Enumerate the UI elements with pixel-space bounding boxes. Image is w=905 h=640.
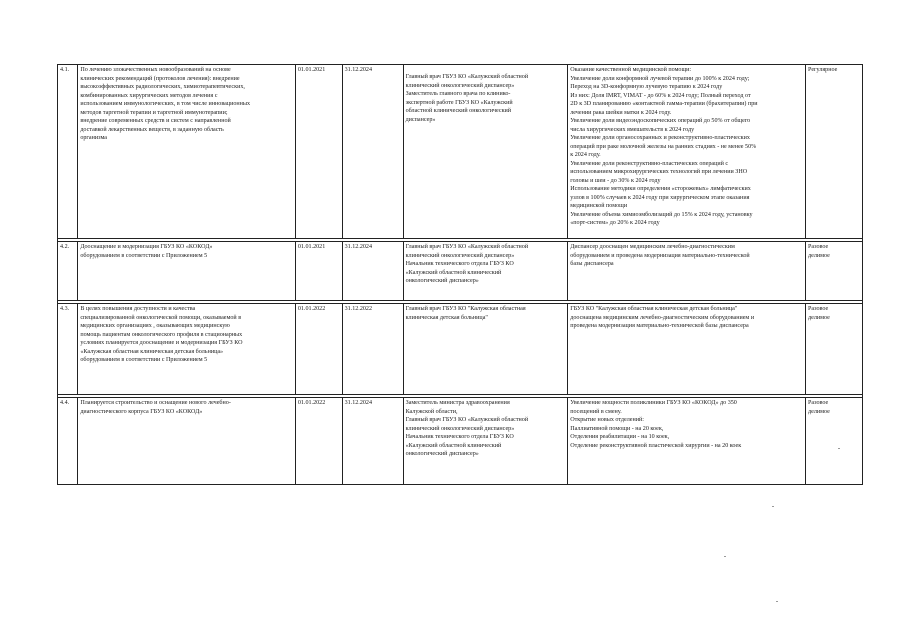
text-line: делимое	[808, 314, 830, 321]
text-line: клинических рекомендаций (протоколов лечения): внедрение	[80, 75, 240, 82]
text-line: Дооснащение и модернизация ГБУЗ КО «КОКОД»	[80, 244, 213, 250]
text-line: Отделение реконструктивной пластической хирургии - на 20 коек	[570, 442, 742, 449]
row-number: 4.1.	[58, 65, 78, 239]
text-line: Открытие новых отделений:	[570, 417, 644, 423]
expected-result	[568, 242, 806, 301]
expected-result	[568, 304, 806, 395]
scan-speck	[776, 601, 778, 602]
text-line: Регулярное	[808, 67, 838, 73]
text-line: Использование методики определения «сторожевых» лимфатических	[570, 186, 751, 192]
table-row	[58, 65, 863, 239]
table-row	[58, 304, 863, 395]
text-line: клинический онкологический диспансер»	[405, 425, 515, 432]
start-date: 01.01.2021	[295, 65, 342, 239]
text-line: оборудованием в соответствии с Приложением 5	[80, 357, 208, 363]
text-line: медицинской помощи	[570, 203, 628, 209]
end-date: 31.12.2022	[342, 304, 403, 395]
text-line: базы диспансера	[570, 261, 614, 267]
table-row	[58, 398, 863, 485]
text-line: Главный врач ГБУЗ КО «Калужский областной	[405, 74, 529, 80]
text-line: операций при раке молочной железы на ранних стадиях - не менее 50%	[570, 143, 757, 150]
text-line: Увеличение доли реконструктивно-пластических операций с	[570, 160, 729, 167]
text-line: лечении рака шейки матки к 2024 году.	[570, 109, 672, 116]
expected-result	[568, 398, 806, 485]
measure-name	[78, 242, 296, 301]
measure-name	[78, 398, 296, 485]
text-line: Из них: Доля IMRT, VIMAT - до 60% к 2024 году; Полный переход от	[570, 92, 751, 99]
text-line: посещений в смену.	[570, 408, 622, 415]
text-line: 2D к 3D планированию «контактной гамма-терапии (брахитерапии) при	[570, 101, 758, 107]
start-date: 01.01.2022	[295, 398, 342, 485]
text-line: клинический онкологический диспансер»	[405, 252, 515, 259]
scan-speck	[724, 556, 726, 557]
text-line: Начальник технического отдела ГБУЗ КО	[405, 434, 514, 440]
text-line: комбинированных хирургических методов лечения с	[80, 92, 218, 99]
text-line: Увеличение доли видеоэндоскопических операций до 50% от общего	[570, 118, 751, 124]
scan-speck	[772, 506, 774, 507]
table-row	[58, 242, 863, 301]
text-line: Калужской области,	[405, 408, 458, 415]
measures-table	[57, 64, 863, 485]
text-line: методов таргетной терапии и таргетной иммунотерапии;	[80, 109, 228, 116]
text-line: организма	[80, 135, 107, 141]
text-line: Увеличение объема химиоэмболизаций до 15% к 2024 году, установку	[570, 211, 753, 218]
text-line: клиническая детская больница"	[405, 314, 488, 321]
text-line: медицинских организациях , оказывающих медицинскую	[80, 323, 230, 329]
text-line: Главный врач ГБУЗ КО "Калужская областная	[405, 306, 526, 312]
table-body	[58, 65, 863, 485]
text-line: внедрение современных средств и систем с направленной	[80, 118, 231, 124]
text-line: Оказание качественной медицинской помощи:	[570, 67, 692, 73]
measure-type	[806, 242, 863, 301]
text-line: Разовое	[808, 400, 829, 406]
text-line: областной клинический онкологический	[405, 108, 512, 114]
text-line: помощь пациентам онкологического профиля в стационарных	[80, 331, 243, 338]
text-line: По лечению злокачественных новообразований на основе	[80, 67, 231, 73]
text-line: делимое	[808, 252, 830, 259]
text-line: использованием иммунологических, в том числе инновационных	[80, 101, 251, 107]
text-line: оборудованием в соответствии с Приложением 5	[80, 252, 208, 259]
text-line: Начальник технического отдела ГБУЗ КО	[405, 261, 514, 267]
text-line: «Калужский областной клинический	[405, 269, 502, 276]
text-line: Главный врач ГБУЗ КО «Калужский областной	[405, 244, 529, 250]
row-number: 4.3.	[58, 304, 78, 395]
text-line: специализированной онкологической помощи, оказываемой в	[80, 314, 242, 321]
start-date: 01.01.2022	[295, 304, 342, 395]
text-line: «Калужский областной клинический	[405, 442, 502, 449]
text-line: узлов в 100% случаев к 2024 году при хирургическом этапе оказания	[570, 194, 750, 201]
text-line: онкологический диспансер»	[405, 278, 479, 284]
row-number: 4.2.	[58, 242, 78, 301]
responsible-persons	[403, 65, 568, 239]
text-line: Увеличение доли конформной лучевой терапии до 100% к 2024 году;	[570, 75, 750, 82]
text-line: «порт-систем» до 20% к 2024 году	[570, 220, 660, 226]
text-line: «Калужская областная клиническая детская больница»	[80, 348, 224, 355]
measure-name	[78, 304, 296, 395]
measure-type	[806, 304, 863, 395]
text-line: диспансер»	[405, 116, 436, 123]
text-line: дооснащена медицинским лечебно-диагностическим оборудованием и	[570, 314, 755, 321]
expected-result	[568, 65, 806, 239]
text-line: Отделения реабилитации - на 10 коек,	[570, 434, 670, 440]
end-date: 31.12.2024	[342, 65, 403, 239]
responsible-persons	[403, 242, 568, 301]
text-line: использованием микрохирургических технологий при лечении ЗНО	[570, 169, 748, 175]
measure-name	[78, 65, 296, 239]
text-line: Заместитель главного врача по клинико-	[405, 91, 511, 97]
text-line: Увеличение мощности поликлиники ГБУЗ КО «КОКОД» до 350	[570, 400, 737, 406]
measure-type	[806, 398, 863, 485]
measure-type	[806, 65, 863, 239]
text-line: экспертной работе ГБУЗ КО «Калужский	[405, 99, 513, 106]
end-date: 31.12.2024	[342, 398, 403, 485]
text-line: высокоэффективных радиологических, химиотерапевтических,	[80, 84, 245, 90]
text-line: Разовое	[808, 306, 829, 312]
end-date: 31.12.2024	[342, 242, 403, 301]
text-line: условиях планируется дооснащение и модернизация ГБУЗ КО	[80, 340, 243, 346]
text-line: Главный врач ГБУЗ КО «Калужский областной	[405, 417, 529, 423]
responsible-persons	[403, 398, 568, 485]
scan-speck	[838, 448, 840, 449]
text-line: Паллиативной помощи - на 20 коек,	[570, 425, 664, 432]
text-line: Разовое	[808, 244, 829, 250]
text-line: диагностического корпуса ГБУЗ КО «КОКОД»	[80, 408, 203, 415]
row-number: 4.4.	[58, 398, 78, 485]
text-line: проведена модернизация материально-технической базы диспансера	[570, 323, 749, 329]
text-line: числа хирургических вмешательств к 2024 году	[570, 126, 695, 133]
text-line: клинический онкологический диспансер»	[405, 82, 515, 89]
text-line: оборудованием и проведена модернизация материально-технической	[570, 252, 750, 259]
text-line: к 2024 году.	[570, 152, 601, 158]
text-line: Диспансер дооснащен медицинским лечебно-диагностическим	[570, 244, 735, 250]
start-date: 01.01.2021	[295, 242, 342, 301]
text-line: делимое	[808, 408, 830, 415]
text-line: онкологический диспансер»	[405, 451, 479, 457]
responsible-persons	[403, 304, 568, 395]
text-line: головы и шеи - до 30% к 2024 году	[570, 177, 661, 184]
text-line: доставкой лекарственных веществ, в заданную область	[80, 126, 224, 133]
text-line: ГБУЗ КО "Калужская областная клиническая детская больница"	[570, 306, 738, 312]
text-line: В целях повышения доступности и качества	[80, 306, 196, 312]
text-line: Заместитель министра здравоохранения	[405, 400, 510, 406]
text-line: Планируется строительство и оснащение нового лечебно-	[80, 400, 231, 406]
text-line: Переход на 3D-конформную лучевую терапию к 2024 году	[570, 84, 723, 90]
text-line: Увеличение доли органосохранных и реконструктивно-пластических	[570, 135, 750, 141]
